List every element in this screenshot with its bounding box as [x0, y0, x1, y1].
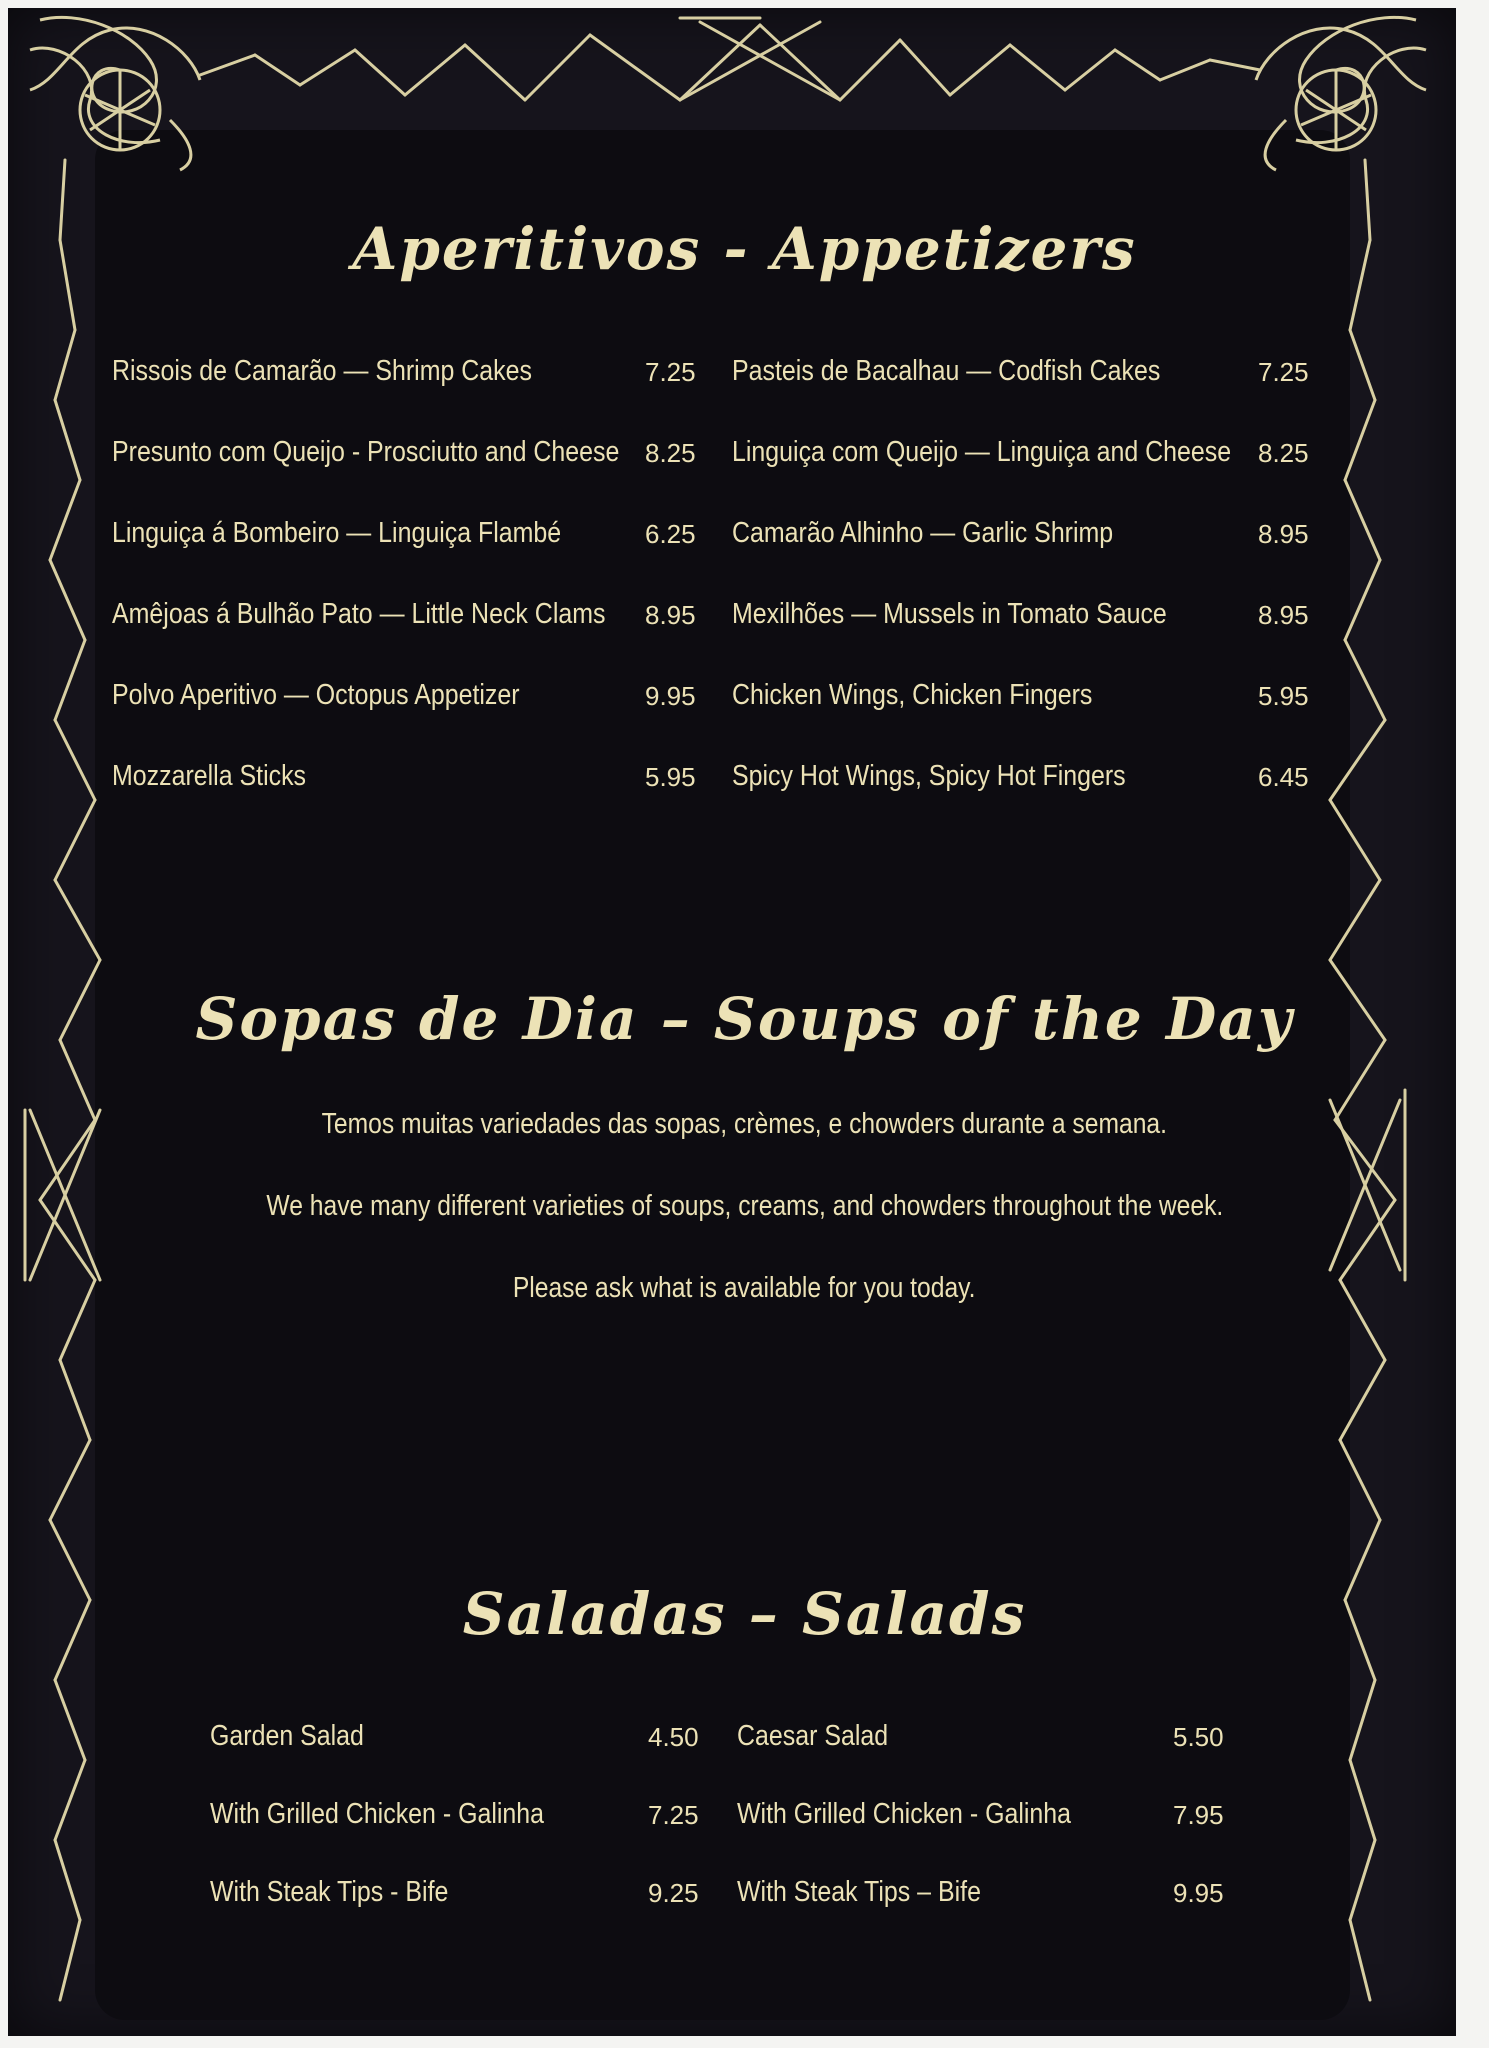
border-stroke	[1115, 50, 1160, 80]
menu-item-name: Linguiça á Bombeiro — Linguiça Flambé	[112, 517, 562, 549]
border-stroke	[1340, 1360, 1385, 1440]
border-stroke	[1345, 640, 1385, 720]
border-stroke	[50, 1440, 90, 1520]
menu-item-name: Garden Salad	[210, 1720, 364, 1752]
menu-item-name: Pasteis de Bacalhau — Codfish Cakes	[732, 355, 1161, 387]
border-stroke	[55, 1680, 85, 1760]
border-stroke	[900, 40, 950, 95]
border-stroke	[1350, 1920, 1370, 2000]
border-stroke	[55, 880, 100, 960]
border-stroke	[300, 50, 355, 85]
soup-description-text: We have many different varieties of soups, creams, and chowders throughout the week.	[266, 1190, 1223, 1222]
border-stroke	[60, 1360, 90, 1440]
border-stroke	[50, 560, 85, 640]
border-stroke	[950, 45, 1010, 95]
menu-item-name: Linguiça com Queijo — Linguiça and Cheese	[732, 436, 1232, 468]
border-stroke	[1350, 1760, 1375, 1840]
menu-item-price: 5.50	[1173, 1722, 1224, 1752]
menu-item-price: 5.95	[1258, 681, 1309, 711]
border-stroke	[1330, 800, 1380, 880]
menu-item-price: 7.25	[648, 1800, 699, 1830]
border-stroke	[1010, 45, 1065, 90]
border-stroke	[55, 400, 80, 480]
border-stroke	[200, 55, 255, 75]
soups-title: Sopas de Dia – Soups of the Day	[195, 985, 1294, 1053]
menu-item-price: 9.25	[648, 1878, 699, 1908]
border-stroke	[1350, 1840, 1375, 1920]
border-stroke	[55, 640, 85, 720]
menu-item-name: With Grilled Chicken - Galinha	[737, 1798, 1072, 1830]
border-stroke	[355, 50, 405, 95]
menu-item-name: With Steak Tips - Bife	[210, 1876, 449, 1908]
border-stroke	[1350, 330, 1375, 400]
border-stroke	[1350, 1680, 1375, 1760]
border-stroke	[840, 40, 900, 100]
border-stroke	[55, 330, 75, 400]
menu-item-name: Camarão Alhinho — Garlic Shrimp	[732, 517, 1114, 549]
corner-ornament-top-right	[1256, 17, 1426, 170]
salads-title: Saladas – Salads	[462, 1580, 1027, 1648]
border-stroke	[1330, 720, 1385, 800]
menu-item-name: Caesar Salad	[737, 1720, 889, 1752]
menu-item-price: 4.50	[648, 1722, 699, 1752]
border-stroke	[1065, 50, 1115, 90]
menu-item-name: Polvo Aperitivo — Octopus Appetizer	[112, 679, 520, 711]
menu-item-name: Chicken Wings, Chicken Fingers	[732, 679, 1093, 711]
soup-description-line	[0, 1190, 1489, 1223]
menu-item-name: Mexilhões — Mussels in Tomato Sauce	[732, 598, 1167, 630]
border-stroke	[1345, 560, 1380, 640]
menu-item-name: Presunto com Queijo - Prosciutto and Cheese	[112, 436, 620, 468]
border-stroke	[1330, 880, 1380, 960]
soup-description-text: Temos muitas variedades das sopas, crèmes, e chowders durante a semana.	[321, 1108, 1168, 1140]
border-stroke	[255, 55, 300, 85]
menu-item-price: 8.95	[1258, 519, 1309, 549]
border-stroke	[1160, 60, 1210, 80]
border-stroke	[1345, 480, 1380, 560]
border-stroke	[1345, 400, 1375, 480]
menu-item-price: 9.95	[645, 681, 696, 711]
menu-item-name: Amêjoas á Bulhão Pato — Little Neck Clams	[112, 598, 606, 630]
menu-item-name: Rissois de Camarão — Shrimp Cakes	[112, 355, 532, 387]
soup-description-text: Please ask what is available for you today.	[513, 1272, 976, 1304]
border-stroke	[1210, 60, 1260, 70]
border-stroke	[55, 1840, 80, 1920]
border-stroke	[590, 35, 680, 100]
border-stroke	[55, 720, 95, 800]
soup-description-line	[0, 1272, 1489, 1305]
menu-item-name: Spicy Hot Wings, Spicy Hot Fingers	[732, 760, 1126, 792]
menu-item-price: 6.45	[1258, 762, 1309, 792]
menu-item-price: 7.25	[645, 357, 696, 387]
border-stroke	[525, 35, 590, 100]
menu-item-name: With Grilled Chicken - Galinha	[210, 1798, 545, 1830]
border-stroke	[50, 480, 80, 560]
soup-description-line	[0, 1108, 1489, 1141]
menu-item-price: 5.95	[645, 762, 696, 792]
menu-item-price: 7.25	[1258, 357, 1309, 387]
menu-item-price: 8.95	[645, 600, 696, 630]
appetizers-title: Aperitivos - Appetizers	[352, 215, 1137, 283]
menu-item-price: 8.25	[645, 438, 696, 468]
menu-item-name: With Steak Tips – Bife	[737, 1876, 981, 1908]
menu-item-price: 6.25	[645, 519, 696, 549]
menu-item-name: Mozzarella Sticks	[112, 760, 307, 792]
border-stroke	[1340, 1440, 1380, 1520]
border-stroke	[55, 1760, 85, 1840]
corner-ornament-top-left	[30, 17, 200, 170]
border-stroke	[55, 800, 95, 880]
border-stroke	[60, 1920, 80, 2000]
menu-item-price: 7.95	[1173, 1800, 1224, 1830]
border-stroke	[465, 45, 525, 100]
menu-item-price: 9.95	[1173, 1878, 1224, 1908]
menu-item-price: 8.95	[1258, 600, 1309, 630]
border-stroke	[405, 45, 465, 95]
menu-item-price: 8.25	[1258, 438, 1309, 468]
